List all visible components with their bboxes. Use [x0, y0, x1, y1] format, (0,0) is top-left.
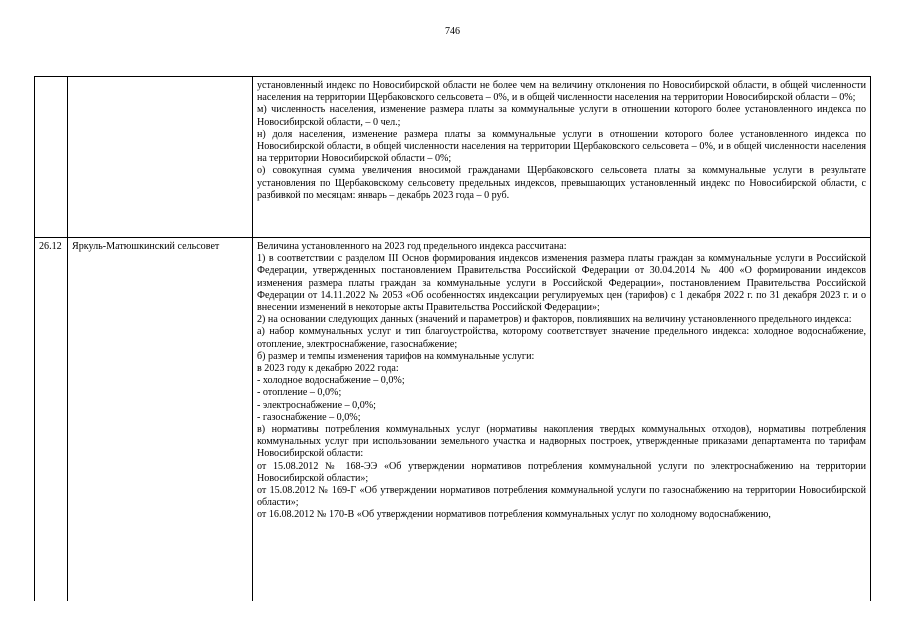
paragraph: от 15.08.2012 № 168-ЭЭ «Об утверждении нормативов потребления коммунальной услуги по электроснабжению на территории Новосибирской области»;: [257, 460, 866, 484]
row-number-cell: 26.12: [35, 238, 68, 602]
municipality-name-cell: Яркуль-Матюшкинский сельсовет: [68, 238, 253, 602]
description-cell: [253, 238, 871, 602]
paragraph: а) набор коммунальных услуг и тип благоустройства, которому соответствует значение предельного индекса: холодное водоснабжение, отопление, электроснабжение, газоснабжение;: [257, 326, 866, 350]
paragraph: - газоснабжение – 0,0%;: [257, 411, 361, 423]
paragraph: 2) на основании следующих данных (значений и параметров) и факторов, повлиявших на величину установленного предельного индекса:: [257, 314, 852, 326]
paragraph: о) совокупная сумма увеличения вносимой гражданами Щербаковского сельсовета платы за коммунальные услуги в результате установления по Щербаковскому сельсовету предельных индексов, превышающих установленный индекс по Новосибирской области, с разбивкой по месяцам: январь – декабрь 2023 года – 0 руб.: [257, 165, 866, 201]
paragraph: Величина установленного на 2023 год предельного индекса рассчитана:: [257, 241, 567, 252]
paragraph: в) нормативы потребления коммунальных услуг (нормативы накопления твердых коммунальных отходов), нормативы потребления коммунальных услуг при использовании земельного участка и надворных построек, утвержденные приказами департамента по тарифам Новосибирской области:: [257, 424, 866, 460]
paragraph: в 2023 году к декабрю 2022 года:: [257, 363, 399, 375]
paragraph: 1) в соответствии с разделом III Основ формирования индексов изменения размера платы граждан за коммунальные услуги в Российской Федерации, утвержденных постановлением Правительства Российской Федерации от 30.04.2014 № 400 «О формировании индексов изменения размера платы граждан за коммунальные услуги в Российской Федерации», постановлением Правительства Российской Федерации от 14.11.2022 № 2053 «Об особенностях индексации регулируемых цен (тарифов) с 1 декабря 2022 г. по 31 декабря 2023 г. и о внесении изменений в некоторые акты Правительства Российской Федерации»;: [257, 253, 866, 314]
paragraph: - отопление – 0,0%;: [257, 387, 342, 399]
page-number: 746: [445, 26, 460, 37]
paragraph: - электроснабжение – 0,0%;: [257, 399, 376, 411]
paragraph: - холодное водоснабжение – 0,0%;: [257, 375, 405, 387]
paragraph: от 16.08.2012 № 170-В «Об утверждении нормативов потребления коммунальных услуг по холодному водоснабжению,: [257, 509, 771, 521]
document-table: [34, 76, 871, 601]
paragraph: м) численность населения, изменение размера платы за коммунальные услуги в отношении которого более установленного индекса по Новосибирской области, – 0 чел.;: [257, 104, 866, 128]
paragraph: установленный индекс по Новосибирской области не более чем на величину отклонения по Новосибирской области, в общей численности населения на территории Щербаковского сельсовета – 0%, и в общей численности населения на территории Новосибирской области – 0%;: [257, 80, 866, 104]
row-number-cell: [35, 77, 68, 238]
municipality-name-cell: [68, 77, 253, 238]
table-row: [35, 77, 871, 238]
table-row: [35, 238, 871, 602]
description-cell: [253, 77, 871, 238]
paragraph: от 15.08.2012 № 169-Г «Об утверждении нормативов потребления коммунальной услуги по газоснабжению на территории Новосибирской области»;: [257, 485, 866, 509]
paragraph: н) доля населения, изменение размера платы за коммунальные услуги в отношении которого более установленного индекса по Новосибирской области, в общей численности населения на территории Щербаковского сельсовета – 0%, и в общей численности населения на территории Новосибирской области – 0%;: [257, 128, 866, 165]
paragraph: б) размер и темпы изменения тарифов на коммунальные услуги:: [257, 350, 535, 362]
